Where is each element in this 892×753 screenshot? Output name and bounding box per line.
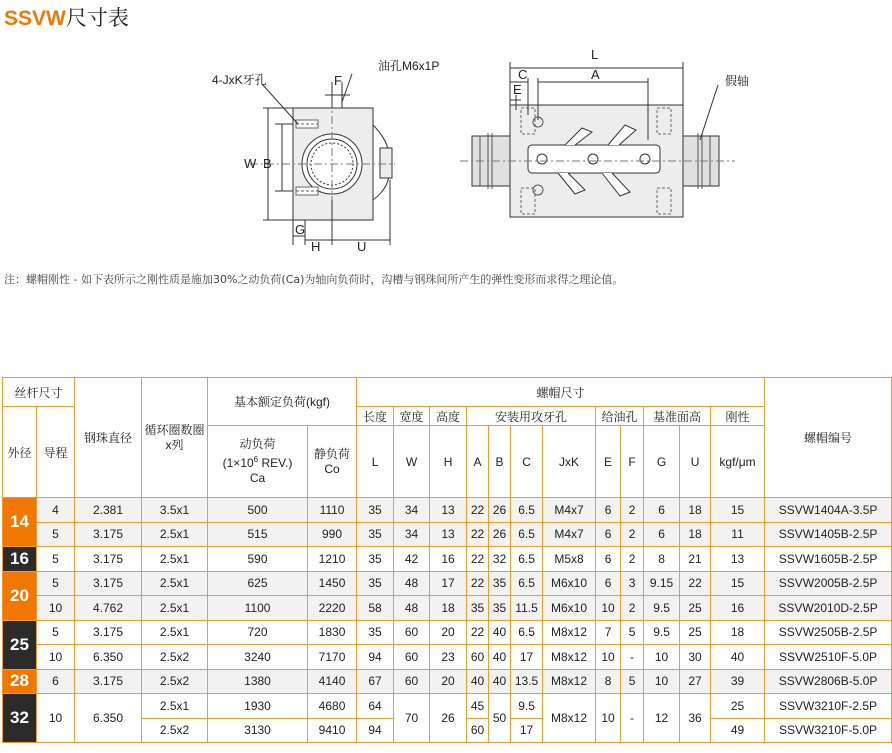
th-oil: 给油孔 — [596, 407, 644, 426]
dyn-unit-post: REV.) — [258, 456, 293, 470]
cell: 42 — [394, 547, 430, 572]
cell: 6 — [596, 498, 621, 523]
cell: 49 — [711, 718, 765, 743]
cell: 625 — [208, 571, 308, 596]
cell: 64 — [357, 694, 394, 719]
cell: 6.5 — [511, 571, 543, 596]
cell: SSVW2510F-5.0P — [765, 645, 892, 670]
cell: 1210 — [308, 547, 357, 572]
cell: 94 — [357, 645, 394, 670]
cell: 5 — [621, 620, 644, 645]
cell: 26 — [489, 498, 511, 523]
th-rig-unit: kgf/μm — [711, 426, 765, 498]
cell: 15 — [711, 498, 765, 523]
cell: 6 — [596, 547, 621, 572]
cell: 3.5x1 — [142, 498, 208, 523]
th-E: E — [596, 426, 621, 498]
th-height: 高度 — [430, 407, 467, 426]
cell: 48 — [394, 571, 430, 596]
cell: 50 — [489, 694, 511, 743]
cell: 3.175 — [75, 669, 142, 694]
cell: SSVW2010D-2.5P — [765, 596, 892, 621]
cell: 6.5 — [511, 498, 543, 523]
cell: 60 — [394, 645, 430, 670]
cell: 39 — [711, 669, 765, 694]
th-G: G — [644, 426, 680, 498]
cell: 1450 — [308, 571, 357, 596]
cell: 5 — [37, 547, 75, 572]
cell: 27 — [680, 669, 711, 694]
od-cell: 25 — [3, 620, 37, 669]
cell: 3.175 — [75, 522, 142, 547]
cell: 6 — [37, 669, 75, 694]
dyn-label: 动负荷 — [239, 437, 276, 451]
cell: 3.175 — [75, 571, 142, 596]
cell: SSVW1404A-3.5P — [765, 498, 892, 523]
dyn-unit-pre: (1×10 — [222, 456, 254, 470]
cell: 6.350 — [75, 694, 142, 743]
table-body — [3, 498, 892, 743]
cell: 35 — [489, 596, 511, 621]
cell: 13 — [430, 522, 467, 547]
static-sym: Co — [324, 461, 340, 476]
cell: 13 — [711, 547, 765, 572]
table-row — [3, 669, 892, 694]
oil-hole-label: 油孔M6x1P — [378, 59, 440, 73]
cell: 13.5 — [511, 669, 543, 694]
cell: 60 — [394, 669, 430, 694]
cell: 35 — [357, 620, 394, 645]
dummy-shaft-label: 假轴 — [725, 74, 750, 88]
cell: 18 — [680, 522, 711, 547]
cell: 3.175 — [75, 547, 142, 572]
cell: 10 — [37, 694, 75, 743]
cell: 12 — [644, 694, 680, 743]
cell: 22 — [467, 522, 489, 547]
cell: 2.5x1 — [142, 571, 208, 596]
dim-U: U — [357, 239, 367, 254]
cell: 7170 — [308, 645, 357, 670]
cell: 6.350 — [75, 645, 142, 670]
cell: 9.5 — [644, 596, 680, 621]
cell: 18 — [711, 620, 765, 645]
cell: 6.5 — [511, 547, 543, 572]
cell: 2.5x2 — [142, 718, 208, 743]
cell: 22 — [680, 571, 711, 596]
cell: 10 — [644, 645, 680, 670]
cell: 22 — [467, 498, 489, 523]
cell: 5 — [37, 620, 75, 645]
cell: SSVW1605B-2.5P — [765, 547, 892, 572]
cell: 6.5 — [511, 522, 543, 547]
cell: - — [621, 694, 644, 743]
dim-L: L — [591, 47, 599, 62]
cell: 4.762 — [75, 596, 142, 621]
cell: M8x12 — [543, 645, 596, 670]
cell: M8x12 — [543, 669, 596, 694]
cell: 5 — [621, 669, 644, 694]
th-base-height: 基准面高 — [644, 407, 711, 426]
cell: SSVW3210F-2.5P — [765, 694, 892, 719]
cell: 40 — [489, 645, 511, 670]
cell: 6 — [596, 522, 621, 547]
cell: M8x12 — [543, 620, 596, 645]
title-brand: SSVW — [4, 7, 66, 30]
cell: 45 — [467, 694, 489, 719]
cell: 9410 — [308, 718, 357, 743]
cell: 8 — [644, 547, 680, 572]
cell: 60 — [394, 620, 430, 645]
th-B: B — [489, 426, 511, 498]
dim-C: C — [518, 67, 528, 82]
cell: 18 — [680, 498, 711, 523]
th-circuits: 循环圈数圈x列 — [142, 378, 208, 498]
th-U: U — [680, 426, 711, 498]
cell: M4x7 — [543, 498, 596, 523]
od-cell: 32 — [3, 694, 37, 743]
cell: M8x12 — [543, 694, 596, 743]
cell: 35 — [489, 571, 511, 596]
dim-G: G — [295, 222, 306, 237]
cell: SSVW2005B-2.5P — [765, 571, 892, 596]
th-F: F — [621, 426, 644, 498]
od-cell: 28 — [3, 669, 37, 694]
cell: 60 — [467, 645, 489, 670]
cell: 20 — [430, 620, 467, 645]
page-title — [4, 2, 129, 32]
cell: 32 — [489, 547, 511, 572]
cell: 500 — [208, 498, 308, 523]
dim-W: W — [244, 156, 257, 171]
cell: 990 — [308, 522, 357, 547]
cell: 1930 — [208, 694, 308, 719]
cell: 2.5x1 — [142, 547, 208, 572]
cell: 6 — [644, 522, 680, 547]
cell: M6x10 — [543, 571, 596, 596]
table-row — [3, 694, 892, 719]
cell: 2.5x1 — [142, 522, 208, 547]
th-lead: 导程 — [37, 407, 75, 498]
th-tap: 安装用攻牙孔 — [467, 407, 596, 426]
dim-A: A — [591, 67, 600, 82]
cell: 18 — [430, 596, 467, 621]
table-row — [3, 620, 892, 645]
od-cell: 20 — [3, 571, 37, 620]
th-ball-dia: 钢珠直径 — [75, 378, 142, 498]
cell: 10 — [37, 596, 75, 621]
dyn-unit-exp: 6 — [253, 455, 259, 464]
cell: 25 — [711, 694, 765, 719]
cell: 1110 — [308, 498, 357, 523]
cell: 3.175 — [75, 620, 142, 645]
cell: SSVW2505B-2.5P — [765, 620, 892, 645]
th-screw-size: 丝杆尺寸 — [3, 378, 75, 407]
cell: 6 — [596, 571, 621, 596]
th-length: 长度 — [357, 407, 394, 426]
cell: 1380 — [208, 669, 308, 694]
cell: 4140 — [308, 669, 357, 694]
cell: 35 — [357, 571, 394, 596]
cell: 40 — [489, 669, 511, 694]
cell: 16 — [430, 547, 467, 572]
cell: 26 — [489, 522, 511, 547]
cell: 40 — [489, 620, 511, 645]
side-view — [460, 62, 735, 217]
cell: 6.5 — [511, 620, 543, 645]
cell: 1100 — [208, 596, 308, 621]
th-width: 宽度 — [394, 407, 430, 426]
cell: 9.5 — [511, 694, 543, 719]
table-row — [3, 498, 892, 523]
th-H: H — [430, 426, 467, 498]
cell: 11 — [711, 522, 765, 547]
cell: 48 — [394, 596, 430, 621]
cell: 10 — [644, 669, 680, 694]
cell: 2.381 — [75, 498, 142, 523]
cell: SSVW3210F-5.0P — [765, 718, 892, 743]
th-nut-no: 螺帽编号 — [765, 378, 892, 498]
title-text: 尺寸表 — [65, 6, 129, 30]
cell: 25 — [680, 596, 711, 621]
cell: 8 — [596, 669, 621, 694]
table-row — [3, 645, 892, 670]
static-label: 静负荷 — [314, 446, 351, 461]
cell: 10 — [596, 645, 621, 670]
cell: 26 — [430, 694, 467, 743]
od-cell: 14 — [3, 498, 37, 547]
cell: 11.5 — [511, 596, 543, 621]
cell: 35 — [467, 596, 489, 621]
cell: 94 — [357, 718, 394, 743]
od-cell: 16 — [3, 547, 37, 572]
cell: 35 — [357, 522, 394, 547]
end-view — [250, 74, 395, 245]
table-row — [3, 596, 892, 621]
cell: 9.15 — [644, 571, 680, 596]
cell: 3240 — [208, 645, 308, 670]
dim-E: E — [513, 82, 522, 97]
tap-hole-label: 4-JxK牙孔 — [212, 73, 267, 87]
th-rigidity: 刚性 — [711, 407, 765, 426]
dimension-drawings — [190, 40, 750, 255]
cell: 36 — [680, 694, 711, 743]
table-row — [3, 522, 892, 547]
cell: 590 — [208, 547, 308, 572]
cell: 4680 — [308, 694, 357, 719]
th-dyn-load — [208, 426, 308, 498]
cell: 6 — [644, 498, 680, 523]
cell: 35 — [357, 547, 394, 572]
cell: 34 — [394, 522, 430, 547]
cell: 17 — [430, 571, 467, 596]
cell: 13 — [430, 498, 467, 523]
cell: 2.5x2 — [142, 669, 208, 694]
cell: 17 — [511, 718, 543, 743]
cell: 2 — [621, 547, 644, 572]
cell: 1830 — [308, 620, 357, 645]
cell: 10 — [596, 596, 621, 621]
oil-boss — [380, 148, 392, 178]
cell: M4x7 — [543, 522, 596, 547]
cell: 2 — [621, 498, 644, 523]
th-L: L — [357, 426, 394, 498]
cell: 5 — [37, 522, 75, 547]
cell: 25 — [680, 620, 711, 645]
cell: 10 — [37, 645, 75, 670]
cell: M6x10 — [543, 596, 596, 621]
cell: 67 — [357, 669, 394, 694]
th-C: C — [511, 426, 543, 498]
table-row — [3, 571, 892, 596]
cell: 22 — [467, 620, 489, 645]
cell: 515 — [208, 522, 308, 547]
dimension-table — [2, 377, 892, 743]
cell: 23 — [430, 645, 467, 670]
dyn-sym: Ca — [249, 471, 266, 485]
cell: 40 — [467, 669, 489, 694]
cell: 2.5x1 — [142, 620, 208, 645]
cell: 3130 — [208, 718, 308, 743]
cell: 60 — [467, 718, 489, 743]
cell: 7 — [596, 620, 621, 645]
cell: 3 — [621, 571, 644, 596]
cell: 22 — [467, 547, 489, 572]
cell: 4 — [37, 498, 75, 523]
cell: 22 — [467, 571, 489, 596]
cell: 16 — [711, 596, 765, 621]
cell: 2220 — [308, 596, 357, 621]
cell: 2 — [621, 596, 644, 621]
th-od: 外径 — [3, 407, 37, 498]
th-load-rating: 基本额定负荷(kgf) — [208, 378, 357, 426]
cell: M5x8 — [543, 547, 596, 572]
rigidity-note: 注：螺帽刚性 - 如下表所示之刚性质是施加30%之动负荷(Ca)为轴向负荷时，沟槽与钢珠间所产生的弹性变形而求得之理论值。 — [4, 273, 624, 286]
cell: 30 — [680, 645, 711, 670]
cell: SSVW1405B-2.5P — [765, 522, 892, 547]
cell: 10 — [596, 694, 621, 743]
cell: 9.5 — [644, 620, 680, 645]
cell: 2.5x1 — [142, 694, 208, 719]
cell: SSVW2806B-5.0P — [765, 669, 892, 694]
cell: 720 — [208, 620, 308, 645]
th-A: A — [467, 426, 489, 498]
cell: 58 — [357, 596, 394, 621]
technical-drawing — [190, 40, 750, 255]
cell: 40 — [711, 645, 765, 670]
cell: 70 — [394, 694, 430, 743]
cell: - — [621, 645, 644, 670]
cell: 2.5x1 — [142, 596, 208, 621]
cell: 20 — [430, 669, 467, 694]
table-row — [3, 547, 892, 572]
cell: 5 — [37, 571, 75, 596]
cell: 21 — [680, 547, 711, 572]
dim-F: F — [334, 73, 342, 88]
th-W: W — [394, 426, 430, 498]
cell: 17 — [511, 645, 543, 670]
cell: 34 — [394, 498, 430, 523]
dim-H: H — [311, 239, 321, 254]
cell: 2 — [621, 522, 644, 547]
th-nut-size: 螺帽尺寸 — [357, 378, 765, 407]
th-JxK: JxK — [543, 426, 596, 498]
dim-B: B — [263, 156, 272, 171]
cell: 35 — [357, 498, 394, 523]
cell: 2.5x2 — [142, 645, 208, 670]
th-static-load — [308, 426, 357, 498]
cell: 15 — [711, 571, 765, 596]
